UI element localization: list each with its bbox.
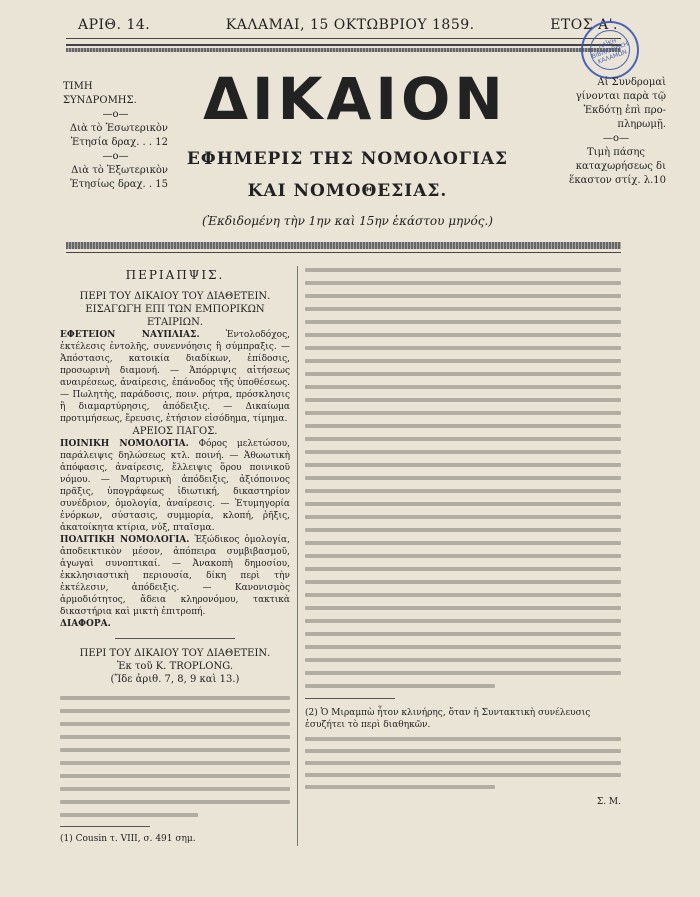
sub-right-line1: Αἱ Συνδρομαὶ (597, 77, 666, 88)
stamp-text: ΛΑΪΚΗ ΒΙΒΛΙΟΘΗΚΗ ΚΑΛΑΜΩΝ (590, 36, 630, 66)
subscription-left (63, 80, 168, 192)
contents-para-2 (60, 438, 290, 534)
place-date: ΚΑΛΑΜΑΙ, 15 ΟΚΤΩΒΡΙΟΥ 1859. (225, 17, 475, 33)
subscription-sep: —o— (102, 109, 129, 120)
sub-right-line3: Ἐκδότῃ ἐπὶ προ- (583, 105, 666, 116)
article-title: ΠΕΡΙ ΤΟΥ ΔΙΚΑΙΟΥ ΤΟΥ ΔΙΑΘΕΤΕΙΝ. (79, 648, 271, 659)
footnote-1: (1) Cousin τ. VIII, σ. 491 σημ. (60, 834, 196, 844)
contents-heading-2: ΕΙΣΑΓΩΓΗ ΕΠΙ ΤΩΝ ΕΜΠΟΡΙΚΩΝ ΕΤΑΙΡΙΩΝ. (85, 304, 265, 328)
subscription-heading: ΤΙΜΗ ΣΥΝΔΡΟΜΗΣ. (63, 81, 137, 106)
newspaper-subtitle-2: ΚΑΙ ΝΟΜΟΘΕΣΙΑΣ. (247, 181, 448, 201)
sub-domestic-price: Ἐτησία δραχ. . . 12 (70, 137, 168, 148)
signature: Σ. Μ. (596, 797, 621, 807)
footnote-2: (2) Ὁ Μιραμπὼ ἦτον κλινήρης, ὅταν ἡ Συντακτικὴ συνέλευσις ἐσυζήτει τὸ περὶ διαθηκῶν. (305, 708, 591, 730)
contents-heading: ΠΕΡΙΑΠΨΙΣ. (125, 268, 225, 282)
masthead-bottom-rule-thin (66, 252, 621, 253)
article-body-right (305, 268, 621, 688)
footnote-2-body (305, 737, 621, 789)
subscription-sep-2: —o— (102, 151, 129, 162)
top-rule-grey (66, 48, 621, 52)
contents-para-1 (60, 329, 290, 425)
subscription-right (566, 76, 666, 188)
sub-right-line7: ἕκαστον στίχ. λ.10 (569, 175, 666, 186)
contents-heading-1: ΠΕΡΙ ΤΟΥ ΔΙΚΑΙΟΥ ΤΟΥ ΔΙΑΘΕΤΕΙΝ. (79, 291, 271, 302)
sub-right-line5: Τιμὴ πάσης (586, 147, 645, 158)
contents-para-3 (60, 534, 290, 618)
para-3-text: Ἐξώδικος ὁμολογία, ἀποδεικτικὸν μέσον, ἀπόπειρα συμβιβασμοῦ, ἀγωγαὶ συνοπτικαί. — Ἀνακοπὴ δημοσίου, ἐκκλησιαστικὴ περιουσία, δίκη περὶ τὴν ἐκτέλεσιν, ἀπόδειξις. — Κανονισμὸς ἁρμοδιότητος, ἄδεια κληρονόμου, τακτικὰ δικαστήρια καὶ μικτὴ ἐπιτροπή. (60, 535, 290, 617)
para-4-label: ΔΙΑΦΟΡΑ. (60, 619, 111, 629)
publication-frequency: (Ἐκδιδομένη τὴν 1ην καὶ 15ην ἑκάστου μηνός.) (202, 214, 493, 228)
para-1-text: Ἐντολοδόχος, ἐκτέλεσις ἐντολῆς, συνεννόησις ἢ σύμπραξις. — Ἀπόστασις, κατοικία διαδίκων, ἐπίδοσις, προσωρινὴ διαμονή. — Ἀπόρριψις αἰτήσεως αναιρέσεως, ἀναίρεσις, ἐπάνοδος τῆς ὑποθέσεως. — Πωλητὴς, παράδοσις, ποιν. ρήτρα, πρόσκλησις ἢ διαμαρτύρησις, ἀπόδειξις. — Δικαίωμα προτιμήσεως, ἔρευσις, ἐτήσιον εἰσόδημα, τίμημα. (60, 330, 290, 424)
section-rule (115, 638, 235, 639)
volume-year: ΕΤΟΣ Α'. (550, 17, 618, 33)
right-column (305, 268, 621, 807)
sub-foreign-label: Διὰ τὸ Ἐξωτερικὸν (71, 165, 168, 176)
issue-number: ΑΡΙΘ. 14. (78, 17, 151, 33)
newspaper-subtitle-1: ΕΦΗΜΕΡΙΣ ΤΗΣ ΝΟΜΟΛΟΓΙΑΣ (186, 149, 509, 169)
article-body-left (60, 696, 290, 817)
masthead-top-bar (78, 14, 618, 36)
sub-right-line4: πληρωμῇ. (617, 119, 666, 130)
library-stamp (581, 21, 639, 79)
para-2-text: Φόρος μελετώσου, παράλειψις δηλώσεως κτλ. ποινή. — Ἀθωωτικὴ ἀπόφασις, ἀναίρεσις, ἔλλειψις ὅρου ποινικοῦ νόμου. — Μαρτυρικὴ ἀπόδειξις, ἀξιόποινος πρᾶξις, ὑπογράφεως ἰδιωτική, δικαστηρίον συνέδριον, ὁμολογία, ἀναίρεσις. — Ἐτυμηγορία ἐνόρκων, σύστασις, συμμορία, κλοπή, ῥῆξις, ἀκατοίκητα κτίρια, νύξ, πταῖσμα. (60, 439, 290, 533)
newspaper-title: ΔΙΚΑΙΟΝ (203, 65, 507, 133)
sub-right-sep: —o— (602, 133, 630, 144)
article-author: Ἐκ τοῦ Κ. TROPLONG. (116, 661, 234, 672)
footnote-rule (60, 826, 150, 827)
contents-para-4 (60, 618, 290, 630)
sub-domestic-label: Διὰ τὸ Ἐσωτερικὸν (69, 123, 168, 134)
top-rule-thin (66, 38, 621, 39)
column-divider (297, 266, 298, 846)
contents-heading-3: ΑΡΕΙΟΣ ΠΑΓΟΣ. (132, 426, 218, 437)
masthead-bottom-rule (66, 242, 621, 249)
para-3-label: ΠΟΛΙΤΙΚΗ ΝΟΜΟΛΟΓΙΑ. (60, 535, 190, 545)
left-column (60, 268, 290, 845)
para-1-label: ΕΦΕΤΕΙΟΝ ΝΑΥΠΛΙΑΣ. (60, 330, 200, 340)
sub-foreign-price: Ἐτησίως δραχ. . 15 (70, 179, 168, 190)
sub-right-line2: γίνονται παρὰ τῷ (575, 91, 666, 102)
sub-right-line6: καταχωρήσεως δι (575, 161, 666, 172)
footnote-rule-right (305, 698, 395, 699)
article-reference: (Ἴδε ἀριθ. 7, 8, 9 καὶ 13.) (110, 674, 240, 685)
para-2-label: ΠΟΙΝΙΚΗ ΝΟΜΟΛΟΓΙΑ. (60, 439, 189, 449)
